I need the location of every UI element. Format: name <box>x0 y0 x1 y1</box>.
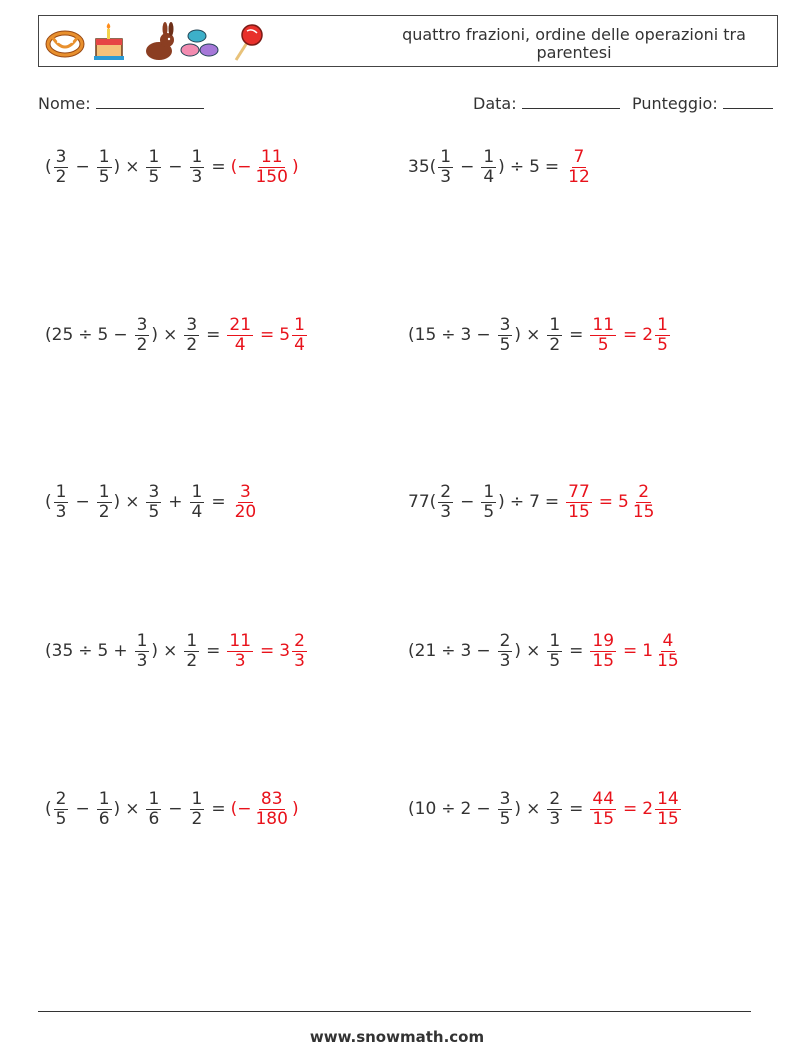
operator: ÷ <box>441 799 456 819</box>
operator: = <box>544 492 560 512</box>
numerator: 1 <box>191 481 203 502</box>
numerator: 77 <box>568 481 590 502</box>
answer <box>588 632 682 671</box>
score-label: Punteggio: <box>632 94 718 113</box>
number-text: ) <box>151 641 159 661</box>
operator: = <box>598 492 614 512</box>
number-text: 5 <box>97 325 109 345</box>
problem-5 <box>45 477 260 527</box>
fraction <box>233 483 259 522</box>
operator: × <box>163 641 178 661</box>
number-text: ) <box>514 325 522 345</box>
denominator: 15 <box>632 501 655 522</box>
fraction <box>190 790 205 829</box>
fraction <box>498 632 513 671</box>
number-text: ) <box>514 641 522 661</box>
operator: = <box>623 641 638 661</box>
number-text: ) <box>514 799 522 819</box>
denominator: 4 <box>234 334 246 355</box>
numerator: 1 <box>148 146 160 167</box>
fraction <box>590 632 616 671</box>
operator: − <box>476 325 491 345</box>
denominator: 2 <box>98 501 110 522</box>
operator: = <box>569 799 584 819</box>
name-field <box>38 94 204 113</box>
denominator: 2 <box>186 334 198 355</box>
operator: = <box>260 641 275 661</box>
number-text: (15 <box>408 325 437 345</box>
denominator: 5 <box>55 808 67 829</box>
numerator: 3 <box>148 481 160 502</box>
operator: = <box>206 325 221 345</box>
answer <box>564 148 594 187</box>
denominator: 5 <box>148 501 160 522</box>
fraction <box>184 632 199 671</box>
number-text: (10 <box>408 799 437 819</box>
denominator: 180 <box>255 808 288 829</box>
fraction <box>547 316 562 355</box>
operator: = <box>211 799 226 819</box>
number-text: ) <box>113 492 121 512</box>
pretzel-icon <box>48 33 82 55</box>
fraction <box>146 790 161 829</box>
operator: ÷ <box>509 492 525 512</box>
operator: × <box>526 799 541 819</box>
operator: × <box>125 492 140 512</box>
numerator: 2 <box>549 788 561 809</box>
numerator: 3 <box>55 146 67 167</box>
denominator: 150 <box>255 166 288 187</box>
answer <box>588 316 672 355</box>
denominator: 2 <box>191 808 203 829</box>
score-field <box>632 94 773 113</box>
numerator: 21 <box>229 314 252 335</box>
fraction <box>590 790 616 829</box>
fraction <box>655 790 681 829</box>
denominator: 3 <box>191 166 203 187</box>
numerator: 2 <box>440 481 452 502</box>
denominator: 3 <box>234 650 246 671</box>
numerator: 3 <box>136 314 148 335</box>
problem-3 <box>45 310 309 360</box>
denominator: 5 <box>483 501 495 522</box>
number-text: ( <box>45 799 52 819</box>
fraction <box>227 316 253 355</box>
denominator: 3 <box>136 650 148 671</box>
problem-10 <box>408 784 683 834</box>
numerator: 1 <box>148 788 160 809</box>
denominator: 3 <box>549 808 561 829</box>
footer-url[interactable]: www.snowmath.com <box>309 1028 485 1046</box>
numerator: 3 <box>499 314 511 335</box>
number-text: 5 <box>97 641 109 661</box>
number-text: (− <box>230 157 252 177</box>
operator: − <box>460 157 475 177</box>
fraction <box>438 483 453 522</box>
number-text: 3 <box>460 641 472 661</box>
denominator: 15 <box>592 808 615 829</box>
operator: − <box>476 799 491 819</box>
fraction <box>547 790 562 829</box>
number-text: 5 <box>618 492 629 512</box>
operator: = <box>623 325 638 345</box>
answer <box>225 316 309 355</box>
denominator: 5 <box>657 334 668 355</box>
numerator: 1 <box>186 630 198 651</box>
fraction <box>566 148 592 187</box>
number-text: ) <box>291 157 299 177</box>
problem-1 <box>45 142 299 192</box>
number-text: 2 <box>642 799 654 819</box>
fraction <box>547 632 562 671</box>
operator: ÷ <box>441 325 456 345</box>
name-blank[interactable] <box>96 94 204 109</box>
denominator: 5 <box>597 334 609 355</box>
fraction <box>184 316 199 355</box>
fraction <box>146 483 161 522</box>
numerator: 11 <box>229 630 252 651</box>
number-text: 3 <box>460 325 472 345</box>
number-text: (− <box>230 799 252 819</box>
operator: − <box>476 641 491 661</box>
number-text: ) <box>113 799 121 819</box>
operator: = <box>260 325 275 345</box>
numerator: 1 <box>549 314 561 335</box>
numerator: 1 <box>483 481 495 502</box>
number-text: 35( <box>408 157 437 177</box>
operator: − <box>75 157 90 177</box>
numerator: 1 <box>98 788 110 809</box>
denominator: 5 <box>98 166 110 187</box>
answer <box>564 483 658 522</box>
fraction <box>97 790 112 829</box>
score-blank[interactable] <box>723 94 773 109</box>
number-text: (25 <box>45 325 74 345</box>
operator: − <box>168 799 183 819</box>
numerator: 1 <box>483 146 495 167</box>
denominator: 3 <box>55 501 67 522</box>
date-label: Data: <box>473 94 517 113</box>
numerator: 1 <box>549 630 561 651</box>
fraction <box>227 632 253 671</box>
numerator: 3 <box>499 788 511 809</box>
number-text: 5 <box>529 157 540 177</box>
numerator: 11 <box>260 146 283 167</box>
problem-8 <box>408 626 683 676</box>
operator: − <box>460 492 475 512</box>
numerator: 3 <box>186 314 198 335</box>
operator: × <box>163 325 178 345</box>
problem-2 <box>408 142 594 192</box>
operator: − <box>75 799 90 819</box>
numerator: 1 <box>98 481 110 502</box>
operator: ÷ <box>509 157 525 177</box>
numerator: 2 <box>294 630 305 651</box>
denominator: 5 <box>499 334 511 355</box>
number-text: ) <box>498 492 505 512</box>
operator: = <box>623 799 638 819</box>
number-text: (35 <box>45 641 74 661</box>
operator: × <box>526 641 541 661</box>
denominator: 3 <box>440 166 452 187</box>
number-text: ) <box>291 799 299 819</box>
number-text: 7 <box>529 492 540 512</box>
fraction <box>631 483 657 522</box>
denominator: 3 <box>440 501 452 522</box>
denominator: 5 <box>499 808 511 829</box>
fraction <box>498 790 513 829</box>
numerator: 1 <box>98 146 110 167</box>
numerator: 1 <box>191 788 203 809</box>
numerator: 44 <box>592 788 615 809</box>
chocolate-bunny-icon <box>146 22 174 60</box>
operator: − <box>75 492 90 512</box>
operator: × <box>125 157 140 177</box>
fraction <box>481 148 496 187</box>
operator: × <box>125 799 140 819</box>
number-text: ) <box>113 157 121 177</box>
fraction <box>566 483 592 522</box>
operator: + <box>168 492 183 512</box>
problem-7 <box>45 626 309 676</box>
numerator: 11 <box>592 314 615 335</box>
answer <box>231 483 261 522</box>
number-text: 1 <box>642 641 654 661</box>
denominator: 5 <box>549 650 561 671</box>
operator: − <box>168 157 183 177</box>
numerator: 14 <box>657 788 679 809</box>
macarons-icon <box>181 30 218 56</box>
operator: = <box>211 492 226 512</box>
fraction <box>54 483 69 522</box>
fraction <box>190 483 205 522</box>
denominator: 15 <box>592 650 615 671</box>
numerator: 7 <box>573 146 585 167</box>
numerator: 1 <box>657 314 668 335</box>
fraction <box>498 316 513 355</box>
birthday-cake-icon <box>94 23 124 60</box>
number-text: ) <box>151 325 159 345</box>
denominator: 6 <box>98 808 110 829</box>
numerator: 1 <box>55 481 67 502</box>
numerator: 83 <box>260 788 283 809</box>
operator: ÷ <box>441 641 456 661</box>
number-text: (21 <box>408 641 437 661</box>
denominator: 2 <box>55 166 67 187</box>
operator: = <box>211 157 226 177</box>
lollipop-icon <box>236 25 262 60</box>
operator: ÷ <box>78 325 93 345</box>
operator: = <box>569 641 584 661</box>
numerator: 4 <box>662 630 674 651</box>
operator: × <box>526 325 541 345</box>
number-text: ( <box>45 157 52 177</box>
operator: = <box>206 641 221 661</box>
numerator: 3 <box>240 481 251 502</box>
numerator: 1 <box>136 630 148 651</box>
operator: = <box>569 325 584 345</box>
fraction <box>97 148 112 187</box>
denominator: 12 <box>568 166 590 187</box>
fraction <box>292 316 307 355</box>
numerator: 2 <box>55 788 67 809</box>
denominator: 2 <box>549 334 561 355</box>
answer <box>231 148 299 187</box>
denominator: 15 <box>568 501 590 522</box>
denominator: 5 <box>148 166 160 187</box>
fraction <box>438 148 453 187</box>
denominator: 20 <box>234 501 257 522</box>
number-text: ) <box>498 157 505 177</box>
problem-9 <box>45 784 299 834</box>
denominator: 15 <box>657 808 679 829</box>
number-text: 77( <box>408 492 437 512</box>
fraction <box>54 790 69 829</box>
denominator: 2 <box>136 334 148 355</box>
date-blank[interactable] <box>522 94 620 109</box>
problem-6 <box>408 477 659 527</box>
problem-4 <box>408 310 672 360</box>
worksheet-header <box>38 15 778 67</box>
denominator: 3 <box>294 650 305 671</box>
operator: + <box>113 641 128 661</box>
numerator: 2 <box>638 481 650 502</box>
number-text: 3 <box>279 641 291 661</box>
denominator: 4 <box>483 166 495 187</box>
numerator: 2 <box>499 630 511 651</box>
number-text: 5 <box>279 325 291 345</box>
fraction <box>655 632 681 671</box>
number-text: ( <box>45 492 52 512</box>
header-icons <box>45 22 280 62</box>
numerator: 1 <box>440 146 452 167</box>
denominator: 3 <box>499 650 511 671</box>
fraction <box>146 148 161 187</box>
operator: = <box>544 157 560 177</box>
footer-divider <box>38 1011 751 1012</box>
fraction <box>253 790 289 829</box>
denominator: 15 <box>657 650 679 671</box>
answer <box>231 790 299 829</box>
fraction <box>190 148 205 187</box>
number-text: 2 <box>460 799 472 819</box>
fraction <box>135 316 150 355</box>
operator: ÷ <box>78 641 93 661</box>
numerator: 1 <box>191 146 203 167</box>
fraction <box>97 483 112 522</box>
fraction <box>481 483 496 522</box>
fraction <box>292 632 307 671</box>
numerator: 1 <box>294 314 305 335</box>
denominator: 2 <box>186 650 198 671</box>
denominator: 6 <box>148 808 160 829</box>
fraction <box>253 148 289 187</box>
answer <box>588 790 682 829</box>
denominator: 4 <box>191 501 203 522</box>
name-label: Nome: <box>38 94 91 113</box>
fraction <box>54 148 69 187</box>
numerator: 19 <box>592 630 615 651</box>
worksheet-title: quattro frazioni, ordine delle operazioni tra parentesi <box>402 25 746 62</box>
fraction <box>590 316 616 355</box>
operator: − <box>113 325 128 345</box>
answer <box>225 632 309 671</box>
fraction <box>655 316 670 355</box>
number-text: 2 <box>642 325 654 345</box>
fraction <box>135 632 150 671</box>
denominator: 4 <box>294 334 305 355</box>
date-field <box>473 94 620 113</box>
